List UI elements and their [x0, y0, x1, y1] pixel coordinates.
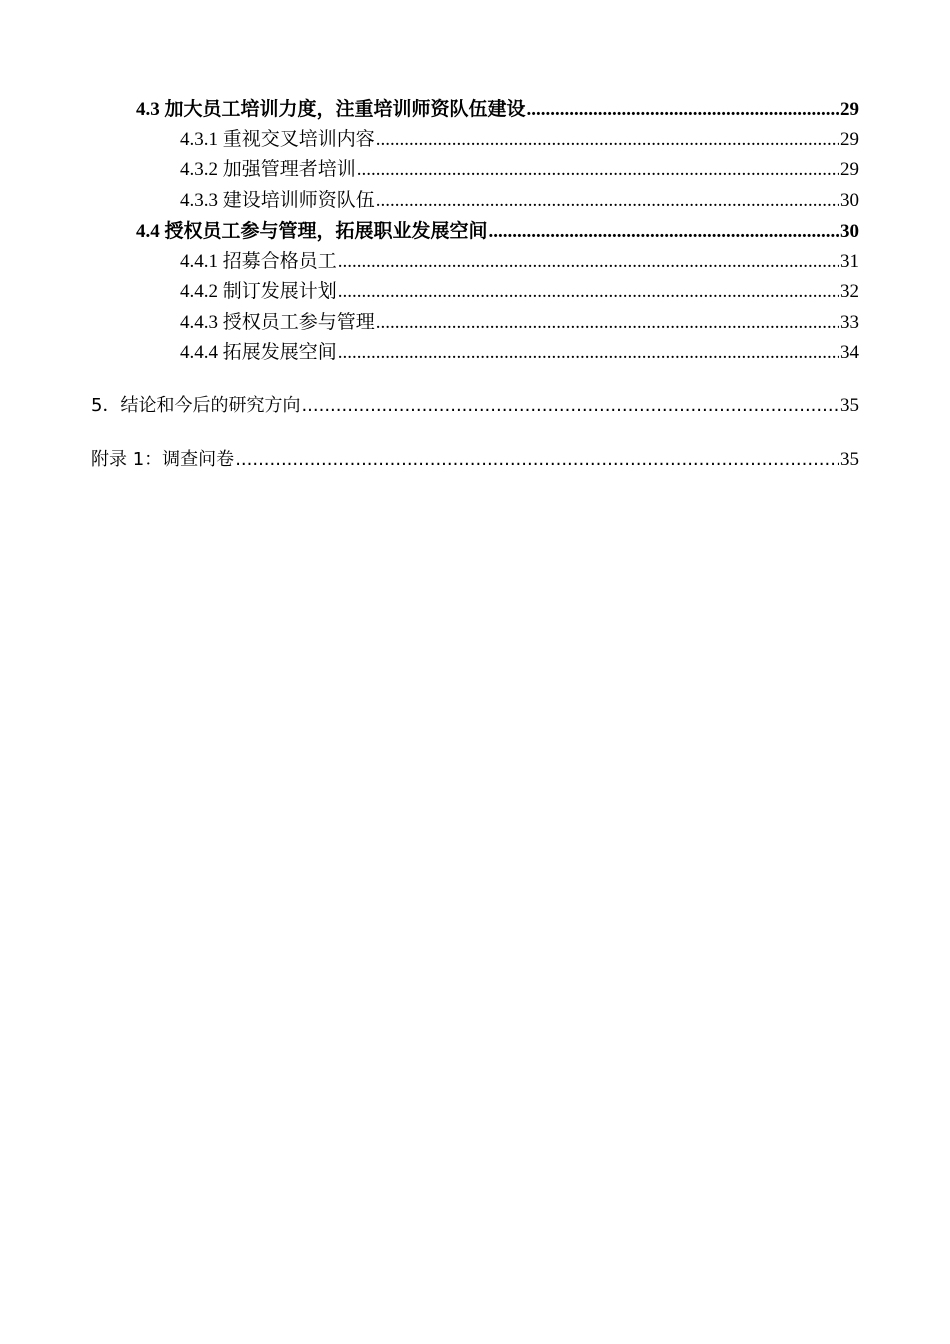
toc-page-number: 29	[840, 99, 859, 120]
toc-entry-label: 4.3.2 加强管理者培训	[180, 159, 356, 180]
toc-entry-label: 4.4.2 制订发展计划	[180, 281, 337, 302]
toc-page-number: 29	[840, 159, 859, 180]
toc-entry-label: 4.4.4 拓展发展空间	[180, 342, 337, 363]
toc-page-number: 35	[840, 395, 859, 416]
toc-page-number: 30	[840, 190, 859, 211]
toc-entry-4-4-2[interactable]	[180, 279, 859, 305]
toc-entry-4-3-1[interactable]	[180, 127, 859, 153]
toc-entry-label: 4.3 加大员工培训力度，注重培训师资队伍建设	[136, 99, 526, 120]
toc-page-number: 32	[840, 281, 859, 302]
toc-leader-dots	[338, 279, 839, 305]
toc-entry-label: 4.4.3 授权员工参与管理	[180, 312, 375, 333]
toc-leader-dots	[301, 393, 839, 419]
toc-entry-label: 附录 1：调查问卷	[91, 449, 235, 470]
toc-page-number: 34	[840, 342, 859, 363]
toc-page-number: 35	[840, 449, 859, 470]
toc-leader-dots	[376, 127, 839, 153]
toc-entry-5[interactable]	[91, 393, 859, 419]
toc-leader-dots	[489, 219, 839, 245]
toc-page-number: 33	[840, 312, 859, 333]
toc-leader-dots	[357, 157, 839, 183]
toc-page-number: 31	[840, 251, 859, 272]
toc-entry-label: 4.3.3 建设培训师资队伍	[180, 190, 375, 211]
toc-leader-dots	[527, 97, 839, 123]
toc-entry-4-4[interactable]	[136, 219, 859, 245]
toc-leader-dots	[338, 340, 839, 366]
toc-entry-label: 4.4 授权员工参与管理，拓展职业发展空间	[136, 221, 488, 242]
toc-leader-dots	[235, 447, 839, 473]
toc-page-number: 30	[840, 221, 859, 242]
toc-entry-4-4-4[interactable]	[180, 340, 859, 366]
toc-entry-label: 5．结论和今后的研究方向	[91, 395, 301, 416]
toc-entry-appendix-1[interactable]	[91, 447, 859, 473]
toc-entry-4-3[interactable]	[136, 97, 859, 123]
toc-entry-4-3-3[interactable]	[180, 188, 859, 214]
toc-entry-4-3-2[interactable]	[180, 157, 859, 183]
toc-leader-dots	[376, 310, 839, 336]
toc-leader-dots	[338, 249, 839, 275]
toc-leader-dots	[376, 188, 839, 214]
toc-entry-label: 4.4.1 招募合格员工	[180, 251, 337, 272]
toc-entry-4-4-3[interactable]	[180, 310, 859, 336]
toc-entry-label: 4.3.1 重视交叉培训内容	[180, 129, 375, 150]
toc-page-number: 29	[840, 129, 859, 150]
toc-entry-4-4-1[interactable]	[180, 249, 859, 275]
